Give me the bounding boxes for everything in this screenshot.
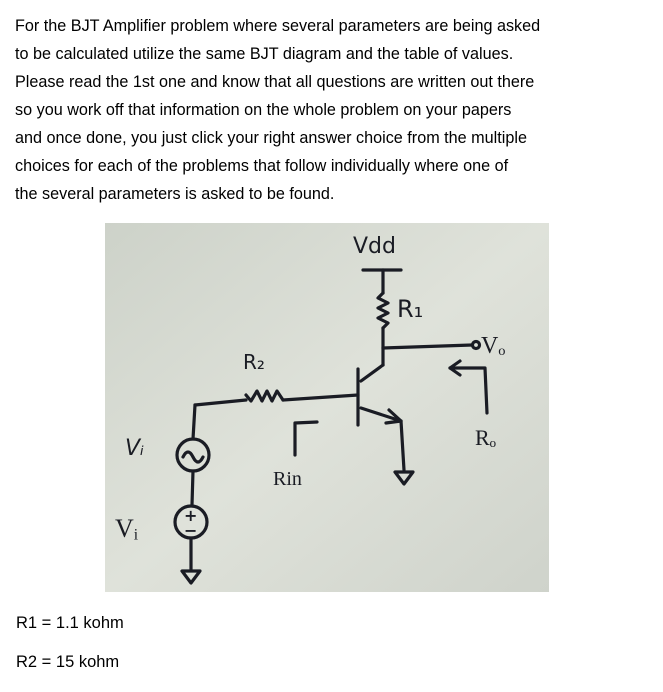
- problem-instructions: [15, 12, 645, 208]
- r1-label: R₁: [397, 295, 424, 323]
- bjt-circuit-photo: [105, 223, 549, 592]
- instruction-line: the several parameters is asked to be found.: [15, 185, 335, 203]
- instruction-line: choices for each of the problems that follow individually where one of: [15, 157, 509, 175]
- r1-value: R1 = 1.1 kohm: [16, 614, 124, 632]
- instruction-line: so you work off that information on the whole problem on your papers: [15, 101, 512, 119]
- instruction-line: Please read the 1st one and know that all questions are written out there: [15, 73, 535, 91]
- plus-sign: +: [184, 506, 198, 525]
- rin-label: Rin: [273, 468, 302, 490]
- instruction-line: For the BJT Amplifier problem where several parameters are being asked: [15, 17, 541, 35]
- photo-background: [105, 223, 549, 592]
- r2-value: R2 = 15 kohm: [16, 653, 120, 671]
- source-wire-down: [193, 405, 195, 439]
- source-link: [192, 471, 193, 505]
- instruction-line: and once done, you just click your right answer choice from the multiple: [15, 129, 527, 147]
- instruction-line: to be calculated utilize the same BJT diagram and the table of values.: [15, 45, 514, 63]
- vi-handwritten-label: Vᵢ: [125, 436, 144, 461]
- vo-label: Vₒ: [481, 333, 506, 359]
- bjt-circuit-diagram: [105, 223, 549, 592]
- vdd-label: Vdd: [353, 234, 396, 259]
- minus-sign: −: [184, 521, 198, 540]
- ro-label: Rₒ: [475, 425, 497, 450]
- vi-printed-label: Vᵢ: [115, 514, 139, 543]
- r2-label: R₂: [243, 350, 265, 374]
